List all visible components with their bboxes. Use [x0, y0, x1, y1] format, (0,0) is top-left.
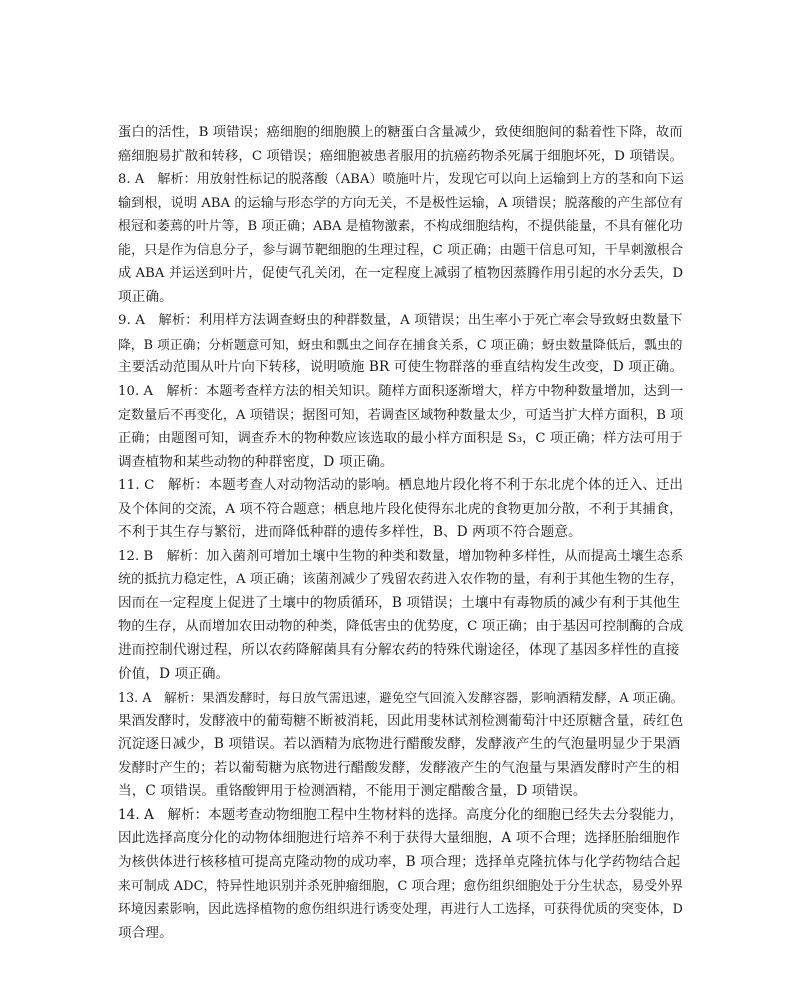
text-line: 来可制成 ADC，特异性地识别并杀死肿瘤细胞，C 项合理；愈伤组织细胞处于分生状态，易受外界	[118, 878, 684, 894]
text-line: 及个体间的交流，A 项不符合题意；栖息地片段化使得东北虎的食物更加分散，不利于其捕食，	[118, 501, 683, 517]
text-line: 为核供体进行核移植可提高克隆动物的成功率，B 项合理；选择单克隆抗体与化学药物结合起	[118, 853, 681, 870]
text-line: 正确；由题图可知，调查乔木的物种数应该选取的最小样方面积是 S₃，C 项正确；样方法可用于	[118, 431, 683, 447]
text-line: 癌细胞易扩散和转移，C 项错误；癌细胞被患者服用的抗癌药物杀死属于细胞坏死，D 项错误。	[118, 148, 683, 164]
answer-13-line: 13. A 解析：果酒发酵时，每日放气需迅速，避免空气回流入发酵容器，影响酒精发酵，A 项正确。	[118, 690, 684, 706]
answer-10-line: 10. A 解析：本题考查样方法的相关知识。随样方面积逐渐增大，样方中物种数量增加，达到一	[118, 384, 684, 400]
text-line: 调查植物和某些动物的种群密度，D 项正确。	[118, 453, 394, 470]
text-line: 不利于其生存与繁衍，进而降低种群的遗传多样性，B、D 两项不符合题意。	[118, 524, 582, 541]
text-line: 根冠和萎蔫的叶片等，B 项正确；ABA 是植物激素，不构成细胞结构，不提供能量，不具有催化功	[118, 219, 683, 235]
text-line: 当，C 项错误。重铬酸钾用于检测酒精，不能用于测定醋酸含量，D 项错误。	[118, 783, 587, 800]
answer-9-line: 9. A 解析：利用样方法调查蚜虫的种群数量，A 项错误；出生率小于死亡率会导致蚜虫数量下	[118, 313, 683, 329]
answer-11-line: 11. C 解析：本题考查人对动物活动的影响。栖息地片段化将不利于东北虎个体的迁入、迁出	[118, 478, 684, 494]
text-line: 环境因素影响，因此选择植物的愈伤组织进行诱变处理，再进行人工选择，可获得优质的突变体，D	[118, 902, 683, 918]
text-line: 发酵时产生的；若以葡萄糖为底物进行醋酸发酵，发酵液产生的气泡量与果酒发酵时产生的相	[118, 759, 680, 776]
text-line: 项合理。	[118, 924, 173, 941]
answer-12-line: 12. B 解析：加入菌剂可增加土壤中生物的种类和数量，增加物种多样性，从而提高土壤生态系	[118, 548, 684, 564]
text-line: 降，B 项正确；分析题意可知，蚜虫和瓢虫之间存在捕食关系，C 项正确；蚜虫数量降低后，瓢虫的	[118, 336, 683, 352]
text-line: 价值，D 项正确。	[118, 665, 230, 682]
answer-8-line: 8. A 解析：用放射性标记的脱落酸（ABA）喷施叶片，发现它可以向上运输到上方的茎和向下运	[118, 172, 684, 188]
text-line: 因此选择高度分化的动物体细胞进行培养不利于获得大量细胞，A 项不合理；选择胚胎细胞作	[118, 830, 681, 847]
text-line: 输到根，说明 ABA 的运输与形态学的方向无关，不是极性运输，A 项错误；脱落酸的产生部位有	[118, 195, 684, 211]
text-line: 项正确。	[118, 288, 173, 305]
text-line: 能，只是作为信息分子，参与调节靶细胞的生理过程，C 项正确；由题干信息可知，干旱刺激根合	[118, 242, 684, 258]
text-line: 因而在一定程度上促进了土壤中的物质循环，B 项错误；土壤中有毒物质的减少有利于其他生	[118, 594, 681, 611]
text-line: 进而控制代谢过程，所以农药降解菌具有分解农药的特殊代谢途径，体现了基因多样性的直接	[118, 642, 680, 659]
text-line: 定数量后不再变化，A 项错误；据图可知，若调查区域物种数量太少，可适当扩大样方面积，B 项	[118, 407, 684, 423]
answer-page	[118, 121, 686, 945]
text-line: 统的抵抗力稳定性，A 项正确；该菌剂减少了残留农药进入农作物的量，有利于其他生物的生存，	[118, 572, 684, 588]
text-line: 果酒发酵时，发酵液中的葡萄糖不断被消耗，因此用斐林试剂检测葡萄汁中还原糖含量，砖红色	[118, 713, 684, 729]
text-line: 主要活动范围从叶片向下转移，说明喷施 BR 可使生物群落的垂直结构发生改变，D 项正确。	[118, 359, 684, 376]
text-line: 蛋白的活性，B 项错误；癌细胞的细胞膜上的糖蛋白含量减少，致使细胞间的黏着性下降，故而	[118, 125, 683, 140]
text-line: 物的生存，从而增加农田动物的种类，降低害虫的优势度，C 项正确；由于基因可控制酶的合成	[118, 619, 684, 635]
text-line: 成 ABA 并运送到叶片，促使气孔关闭，在一定程度上减弱了植物因蒸腾作用引起的水分丢失，D	[118, 266, 684, 282]
text-line: 沉淀逐日减少，B 项错误。若以酒精为底物进行醋酸发酵，发酵液产生的气泡量明显少于果酒	[118, 736, 681, 753]
answer-14-line: 14. A 解析：本题考查动物细胞工程中生物材料的选择。高度分化的细胞已经失去分裂能力，	[118, 806, 684, 823]
